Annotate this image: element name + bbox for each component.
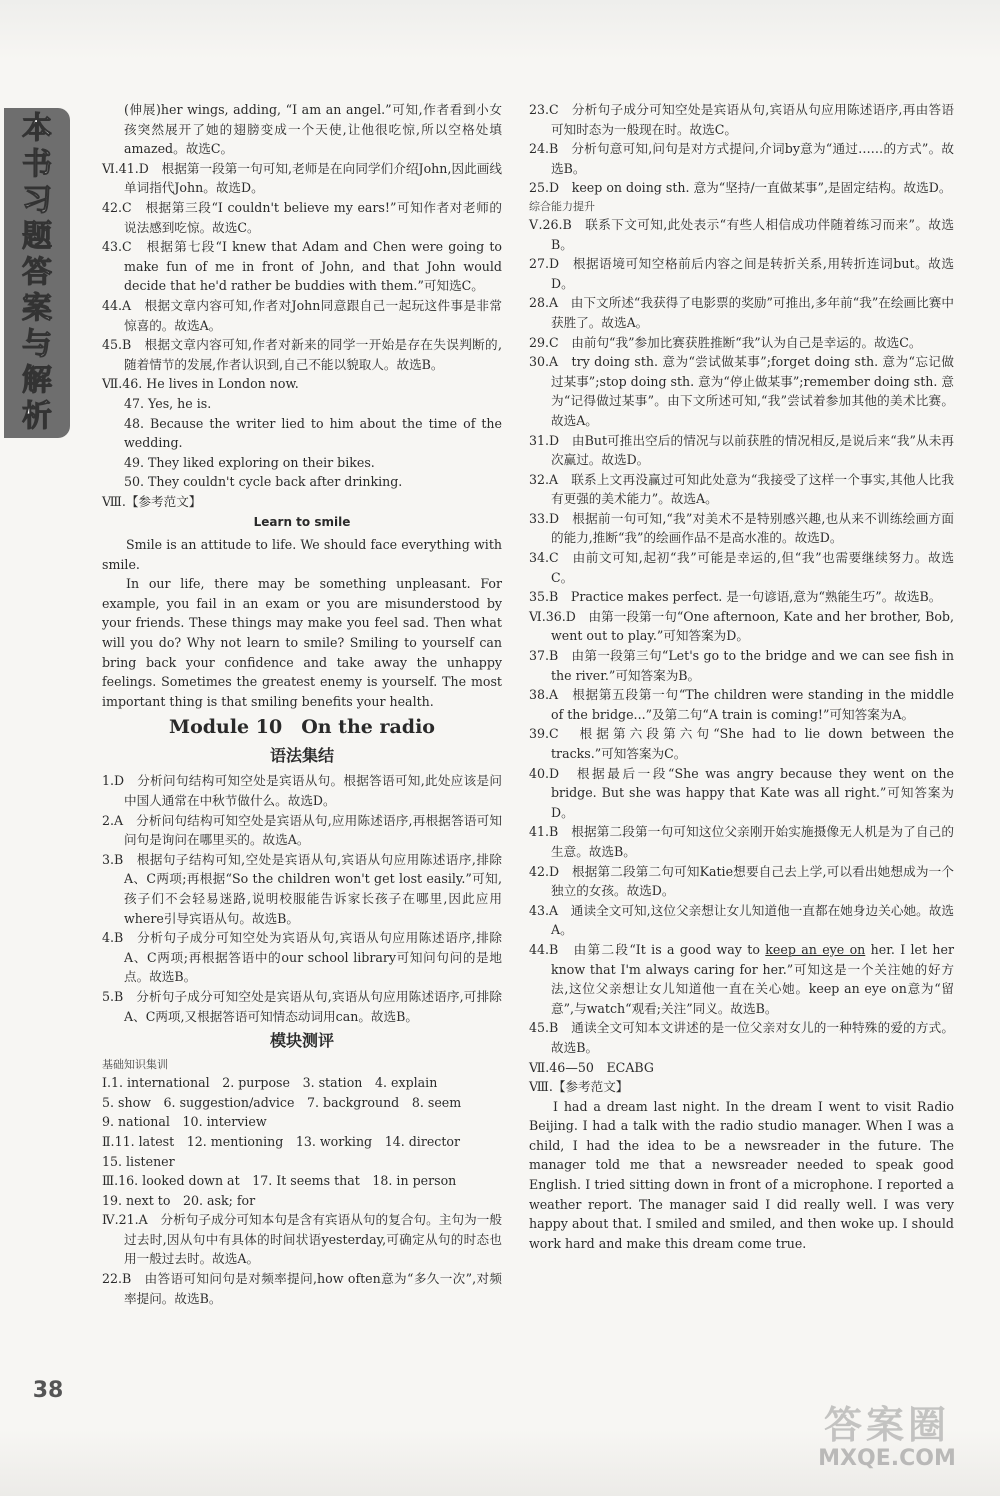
vocab-line: Ⅱ.11. latest 12. mentioning 13. working 14. director [102, 1133, 461, 1149]
side-tab-char: 书 [22, 147, 52, 182]
underlined-phrase: keep an eye on [765, 941, 866, 957]
answer-item: 42.D 根据第二段第二句可知Katie想要自己去上学,可以看出她想成为一个独立的女孩。故选D。 [529, 863, 954, 899]
grammar-item: 3.B 根据句子结构可知,空处是宾语从句,宾语从句应用陈述语序,排除A、C两项;再根据“So the children won't get lost easily.”可知,孩子们不会轻易迷路,说明校服能告诉家长孩子在哪里,因此应用where引导宾语从句。故选B。 [102, 851, 502, 926]
answer-item: 50. They couldn't cycle back after drinking. [124, 474, 403, 490]
answer-item: 29.C 由前句“我”参加比赛获胜推断“我”认为自己是幸运的。故选C。 [529, 334, 922, 350]
answer-item: 49. They liked exploring on their bikes. [124, 454, 375, 470]
side-tab-char: 解 [22, 363, 52, 398]
side-tab-char: 题 [22, 219, 52, 254]
vocab-line: Ⅲ.16. looked down at 17. It seems that 18. in person [102, 1173, 457, 1189]
page-number: 38 [32, 1377, 64, 1403]
answer-item: 47. Yes, he is. [124, 395, 212, 411]
answer-item: 31.D 由But可推出空后的情况与以前获胜的情况相反,是说后来“我”从未再次赢过。故选D。 [529, 432, 954, 468]
essay-paragraph: In our life, there may be something unpleasant. For example, you fail in an exam or you are misunderstood by your friends. These things may make you feel sad. Then what will you do? Why not learn to smile? Smiling to yourself can bring back your confidence and take away the unhappy feelings. Sometimes the greatest enemy is yourself. The most important thing is that smiling benefits your health. [102, 576, 502, 709]
sub-label-basic: 基础知识集训 [102, 1058, 168, 1072]
answer-item: 35.B Practice makes perfect. 是一句谚语,意为“熟能生巧”。故选B。 [529, 589, 942, 605]
grammar-item: 1.D 分析问句结构可知空处是宾语从句。根据答语可知,此处应该是问中国人通常在中秋节做什么。故选D。 [102, 773, 502, 808]
answer-item: 45.B 通读全文可知本文讲述的是一位父亲对女儿的一种特殊的爱的方式。故选B。 [529, 1020, 954, 1055]
module-title: Module 10 On the radio [169, 716, 435, 739]
answer-item: 41.B 根据第二段第一句可知这位父亲刚开始实施摄像无人机是为了自己的生意。故选B。 [529, 824, 954, 859]
sub-label-ability: 综合能力提升 [529, 199, 595, 213]
answer-item: 25.D keep on doing sth. 意为“坚持/一直做某事”,是固定结构。故选D。 [529, 180, 952, 196]
answer-item: Ⅳ.21.A 分析句子成分可知本句是含有宾语从句的复合句。主句为一般过去时,因从句中有具体的时间状语yesterday,可确定从句的时态也用一般过去时。故选A。 [102, 1212, 502, 1267]
side-tab-char: 析 [22, 399, 52, 434]
answer-item: 32.A 联系上文再没赢过可知此处意为“我接受了这样一个事实,其他人比我有更强的美术能力”。故选A。 [529, 471, 954, 507]
essay-title: Learn to smile [253, 515, 351, 530]
watermark [792, 1400, 982, 1476]
answer-item: 27.D 根据语境可知空格前后内容之间是转折关系,用转折连词but。故选D。 [529, 256, 954, 291]
answer-item: Ⅶ.46—50 ECABG [529, 1059, 654, 1075]
answer-item: Ⅵ.41.D 根据第一段第一句可知,老师是在向同学们介绍John,因此画线单词指代John。故选D。 [102, 160, 502, 196]
side-tab-char: 本 [22, 111, 52, 146]
left-column [102, 100, 502, 1308]
answer-item: Ⅵ.36.D 由第一段第一句“One afternoon, Kate and her brother, Bob, went out to play.”可知答案为D。 [529, 608, 954, 644]
answer-item: Ⅶ.46. He lives in London now. [102, 376, 299, 392]
side-tab-char: 案 [22, 291, 52, 326]
answer-item: 22.B 由答语可知问句是对频率提问,how often意为“多久一次”,对频率提问。故选B。 [102, 1271, 502, 1306]
answer-item: 23.C 分析句子成分可知空处是宾语从句,宾语从句应用陈述语序,再由答语可知时态为一般现在时。故选C。 [529, 102, 954, 137]
side-tab-char: 答 [22, 255, 52, 290]
answer-item: 43.C 根据第七段“I knew that Adam and Chen were going to make fun of me in front of John, and that John would decide that he'd rather be buddies with them.”可知选C。 [102, 239, 502, 294]
answer-item: 37.B 由第一段第三句“Let's go to the bridge and we can see fish in the river.”可知答案为B。 [529, 648, 954, 683]
side-tab [4, 108, 70, 438]
vocab-line: 19. next to 20. ask; for [102, 1192, 256, 1208]
grammar-item: 5.B 分析句子成分可知空处是宾语从句,宾语从句应用陈述语序,可排除A、C两项,又根据答语可知情态动词用can。故选B。 [102, 988, 502, 1024]
answer-item: 40.D 根据最后一段“She was angry because they went on the bridge. But she was happy that Kate was all right.”可知答案为D。 [529, 765, 954, 820]
text-line: (伸展)her wings, adding, “I am an angel.”可知,作者看到小女孩突然展开了她的翅膀变成一个天使,让他很吃惊,所以空格处填amazed。故选C。 [124, 102, 502, 157]
watermark-url: MXQE.COM [818, 1446, 956, 1471]
answer-item: 44.A 根据文章内容可知,作者对John同意跟自己一起玩这件事是非常惊喜的。故选A。 [102, 297, 502, 333]
answer-item: 45.B 根据文章内容可知,作者对新来的同学一开始是存在失误判断的,随着情节的发展,作者认识到,自己不能以貌取人。故选B。 [102, 337, 502, 372]
answer-item: Ⅴ.26.B 联系下文可知,此处表示“有些人相信成功伴随着练习而来”。故选B。 [529, 216, 954, 252]
text-span: 44.B 由第二段“It is a good way to [529, 941, 766, 957]
answer-item: 24.B 分析句意可知,问句是对方式提问,介词by意为“通过……的方式”。故选B。 [529, 141, 954, 176]
vocab-line: 9. national 10. interview [102, 1114, 267, 1130]
answer-item: 43.A 通读全文可知,这位父亲想让女儿知道他一直都在她身边关心她。故选A。 [529, 902, 954, 938]
answer-item: 39.C 根据第六段第六句“She had to lie down between the tracks.”可知答案为C。 [529, 726, 954, 761]
answer-item: 38.A 根据第五段第一句“The children were standing in the middle of the bridge...”及第二句“A train is coming!”可知答案为A。 [529, 687, 954, 722]
grammar-item: 2.A 分析问句结构可知空处是宾语从句,应用陈述语序,再根据答语可知问句是询问在哪里买的。故选A。 [102, 812, 502, 848]
answer-item: 30.A try doing sth. 意为“尝试做某事”;forget doing sth. 意为“忘记做过某事”;stop doing sth. 意为“停止做某事”;remember doing sth. 意为“记得做过某事”。由下文所述可知,“我”尝试着参加其他的美术比赛。故选A。 [529, 354, 954, 428]
grammar-item: 4.B 分析句子成分可知空处为宾语从句,宾语从句应用陈述语序,排除A、C两项;再根据答语中的our school library可知问句问的是地点。故选B。 [102, 930, 502, 985]
text-span: her. I let her know that I'm always caring for her.”可知这是一个关注她的好方法,这位父亲想让女儿知道他一直在关心她。keep an eye on意为“留意”,与watch“观看;关注”同义。故选B。 [551, 941, 954, 1016]
section-title-grammar: 语法集结 [269, 746, 334, 766]
answer-item: 48. Because the writer lied to him about the time of the wedding. [124, 415, 502, 451]
essay-label: Ⅷ.【参考范文】 [529, 1079, 629, 1095]
answer-item: 28.A 由下文所述“我获得了电影票的奖励”可推出,多年前“我”在绘画比赛中获胜了。故选A。 [529, 295, 954, 330]
vocab-line: 5. show 6. suggestion/advice 7. background 8. seem [102, 1094, 462, 1110]
vocab-line: 15. listener [102, 1153, 175, 1169]
essay-paragraph: Smile is an attitude to life. We should face everything with smile. [102, 537, 502, 572]
side-tab-char: 与 [22, 327, 52, 362]
watermark-logo: 答案圈 [823, 1403, 950, 1447]
section-title-test: 模块测评 [269, 1031, 334, 1051]
essay-label: Ⅷ.【参考范文】 [102, 493, 202, 509]
right-column [529, 100, 954, 1253]
vocab-line: Ⅰ.1. international 2. purpose 3. station 4. explain [102, 1075, 438, 1091]
answer-item-44 [529, 940, 954, 1018]
essay-paragraph: I had a dream last night. In the dream I went to visit Radio Beijing. I had a talk with the radio studio manager. When I was a child, I had the idea to be a newsreader in the future. The manager told me that a newsreader needed to speak good English. I tried sitting down in front of a microphone. I reported a weather report. The manager said I did really well. I was very happy about that. I smiled and smiled, and then woke up. I should work hard and make this dream come true. [529, 1098, 954, 1251]
side-tab-char: 习 [22, 183, 52, 218]
answer-item: 42.C 根据第三段“I couldn't believe my ears!”可知作者对老师的说法感到吃惊。故选C。 [102, 199, 502, 235]
answer-item: 33.D 根据前一句可知,“我”对美术不是特别感兴趣,也从来不训练绘画方面的能力,推断“我”的绘画作品不是高水准的。故选D。 [529, 510, 954, 546]
answer-item: 34.C 由前文可知,起初“我”可能是幸运的,但“我”也需要继续努力。故选C。 [529, 550, 954, 585]
